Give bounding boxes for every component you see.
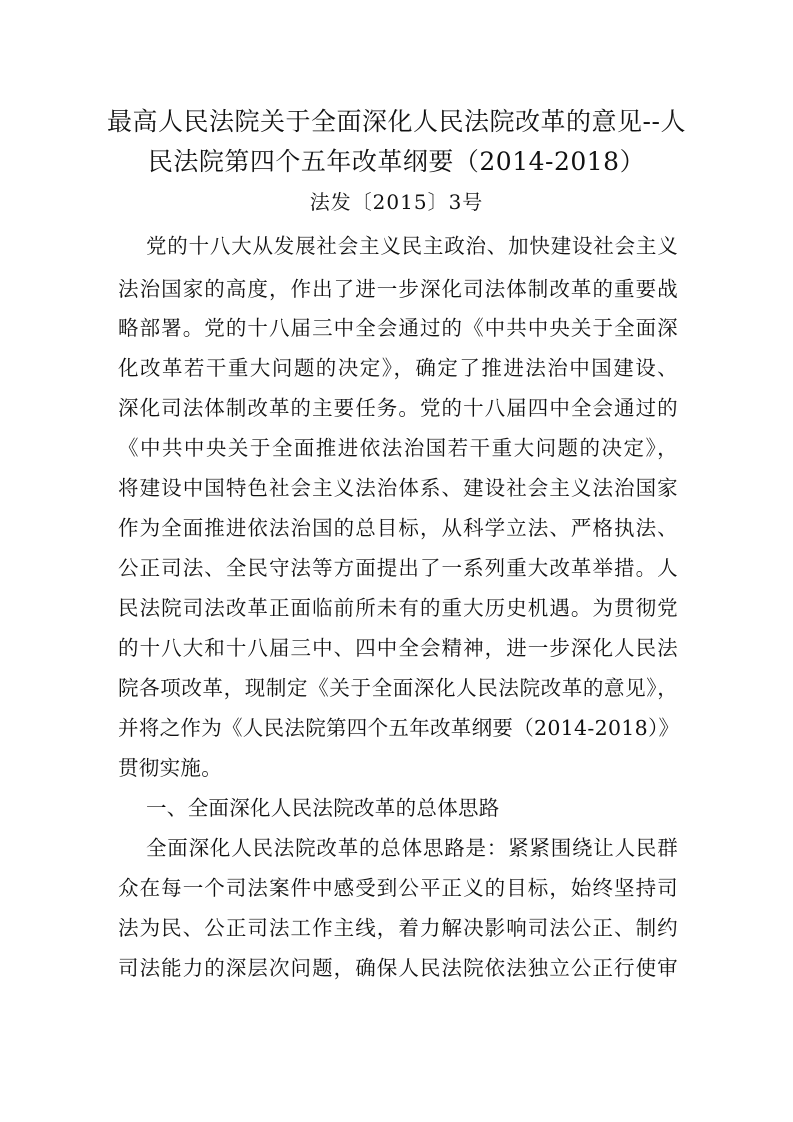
paragraph-1-line: 的十八大和十八届三中、四中全会精神，进一步深化人民法 — [118, 636, 678, 660]
paragraph-2-line: 全面深化人民法院改革的总体思路是：紧紧围绕让人民群 — [146, 836, 678, 860]
paragraph-2-line: 众在每一个司法案件中感受到公平正义的目标，始终坚持司 — [118, 876, 678, 900]
paragraph-1-line: 作为全面推进依法治国的总目标，从科学立法、严格执法、 — [118, 516, 678, 540]
paragraph-1-line: 深化司法体制改革的主要任务。党的十八届四中全会通过的 — [118, 396, 678, 420]
paragraph-2-line: 法为民、公正司法工作主线，着力解决影响司法公正、制约 — [118, 916, 678, 940]
paragraph-1-line: 略部署。党的十八届三中全会通过的《中共中央关于全面深 — [118, 316, 678, 340]
paragraph-1-line: 将建设中国特色社会主义法治体系、建设社会主义法治国家 — [118, 476, 678, 500]
paragraph-1-line: 《中共中央关于全面推进依法治国若干重大问题的决定》， — [118, 436, 678, 460]
paragraph-1-line: 党的十八大从发展社会主义民主政治、加快建设社会主义 — [146, 234, 678, 258]
paragraph-1-line: 法治国家的高度，作出了进一步深化司法体制改革的重要战 — [118, 277, 678, 301]
paragraph-1-line: 并将之作为《人民法院第四个五年改革纲要（2014-2018）》 — [118, 716, 680, 740]
paragraph-1-line: 贯彻实施。 — [118, 756, 222, 780]
paragraph-1-line: 公正司法、全民守法等方面提出了一系列重大改革举措。人 — [118, 556, 678, 580]
paragraph-1-line: 化改革若干重大问题的决定》，确定了推进法治中国建设、 — [118, 356, 678, 380]
section-heading: 一、全面深化人民法院改革的总体思路 — [146, 796, 500, 820]
document-number: 法发〔2015〕3号 — [309, 190, 484, 214]
paragraph-1-line: 民法院司法改革正面临前所未有的重大历史机遇。为贯彻党 — [118, 596, 678, 620]
document-title-line-2: 民法院第四个五年改革纲要（2014-2018） — [147, 147, 646, 176]
document-title-line-1: 最高人民法院关于全面深化人民法院改革的意见--人 — [107, 107, 686, 136]
paragraph-2-line: 司法能力的深层次问题，确保人民法院依法独立公正行使审 — [118, 956, 678, 980]
paragraph-1-line: 院各项改革，现制定《关于全面深化人民法院改革的意见》， — [118, 676, 678, 700]
